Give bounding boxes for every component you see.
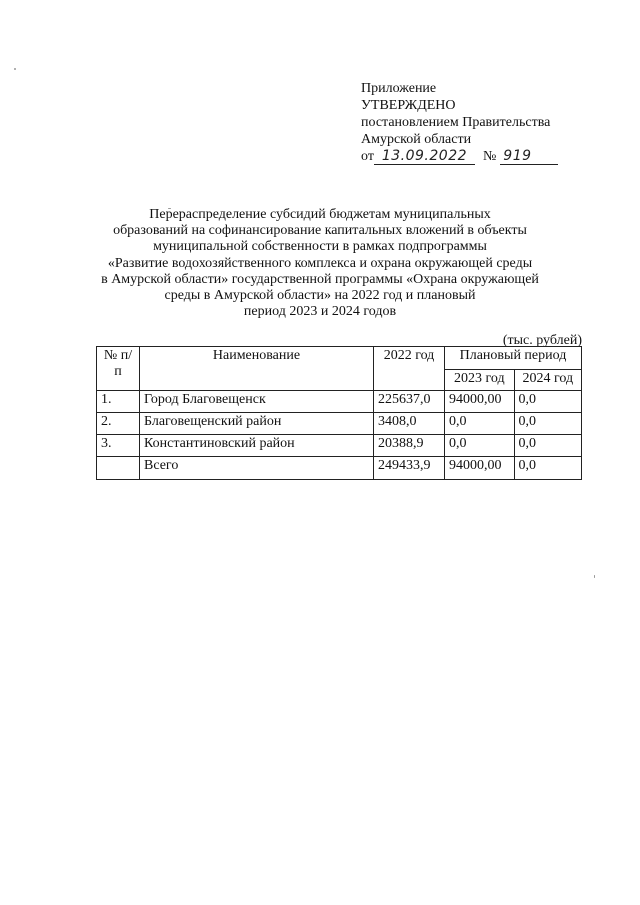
- header-2022: 2022 год: [374, 347, 445, 391]
- row-name: Город Благовещенск: [140, 391, 374, 413]
- approval-block: [361, 80, 601, 165]
- total-2022: 249433,9: [374, 457, 445, 480]
- title-line: муниципальной собственности в рамках подпрограммы: [153, 239, 487, 255]
- appendix-label: Приложение: [361, 81, 437, 96]
- title-line: «Развитие водохозяйственного комплекса и охрана окружающей среды: [107, 255, 533, 271]
- approved-region: Амурской области: [361, 132, 472, 147]
- title-line: образований на софинансирование капитальных вложений в объекты: [113, 223, 527, 239]
- row-2024: 0,0: [514, 435, 581, 457]
- row-2023: 94000,00: [445, 391, 515, 413]
- title-line: в Амурской области» государственной программы «Охрана окружающей: [101, 271, 539, 287]
- date-number-line: [361, 148, 601, 165]
- approved-label: УТВЕРЖДЕНО: [361, 98, 456, 113]
- total-name: Всего: [140, 457, 374, 480]
- row-2024: 0,0: [514, 391, 581, 413]
- table-header-row: [97, 347, 582, 370]
- table-row: [97, 391, 582, 413]
- total-num: [97, 457, 140, 480]
- row-num: 2.: [97, 413, 140, 435]
- scan-speck: [14, 68, 16, 70]
- header-num: № п/п: [97, 347, 140, 391]
- row-2022: 225637,0: [374, 391, 445, 413]
- header-plan-period: Плановый период: [445, 347, 582, 370]
- title-line: среды в Амурской области» на 2022 год и плановый: [164, 288, 476, 304]
- total-2024: 0,0: [514, 457, 581, 480]
- row-2022: 3408,0: [374, 413, 445, 435]
- title-line: период 2023 и 2024 годов: [243, 304, 397, 320]
- units-label: (тыс. рублей): [502, 333, 582, 348]
- total-2023: 94000,00: [445, 457, 515, 480]
- scan-speck: [594, 575, 595, 578]
- table-row: [97, 413, 582, 435]
- date-prefix: от: [361, 149, 374, 164]
- table-row: [97, 435, 582, 457]
- header-2024: 2024 год: [514, 370, 581, 391]
- row-name: Константиновский район: [140, 435, 374, 457]
- handwritten-date: 13.09.2022: [374, 149, 475, 165]
- approved-by: постановлением Правительства: [361, 115, 551, 130]
- subsidy-table: [96, 346, 582, 480]
- table-total-row: [97, 457, 582, 480]
- header-name: Наименование: [140, 347, 374, 391]
- title-line: Перераспределение субсидий бюджетам муниципальных: [149, 207, 491, 222]
- row-2024: 0,0: [514, 413, 581, 435]
- number-label: №: [482, 149, 497, 164]
- header-2023: 2023 год: [445, 370, 515, 391]
- handwritten-number: 919: [500, 149, 558, 165]
- row-num: 1.: [97, 391, 140, 413]
- row-2023: 0,0: [445, 413, 515, 435]
- document-title: [100, 207, 540, 320]
- row-num: 3.: [97, 435, 140, 457]
- row-name: Благовещенский район: [140, 413, 374, 435]
- row-2022: 20388,9: [374, 435, 445, 457]
- row-2023: 0,0: [445, 435, 515, 457]
